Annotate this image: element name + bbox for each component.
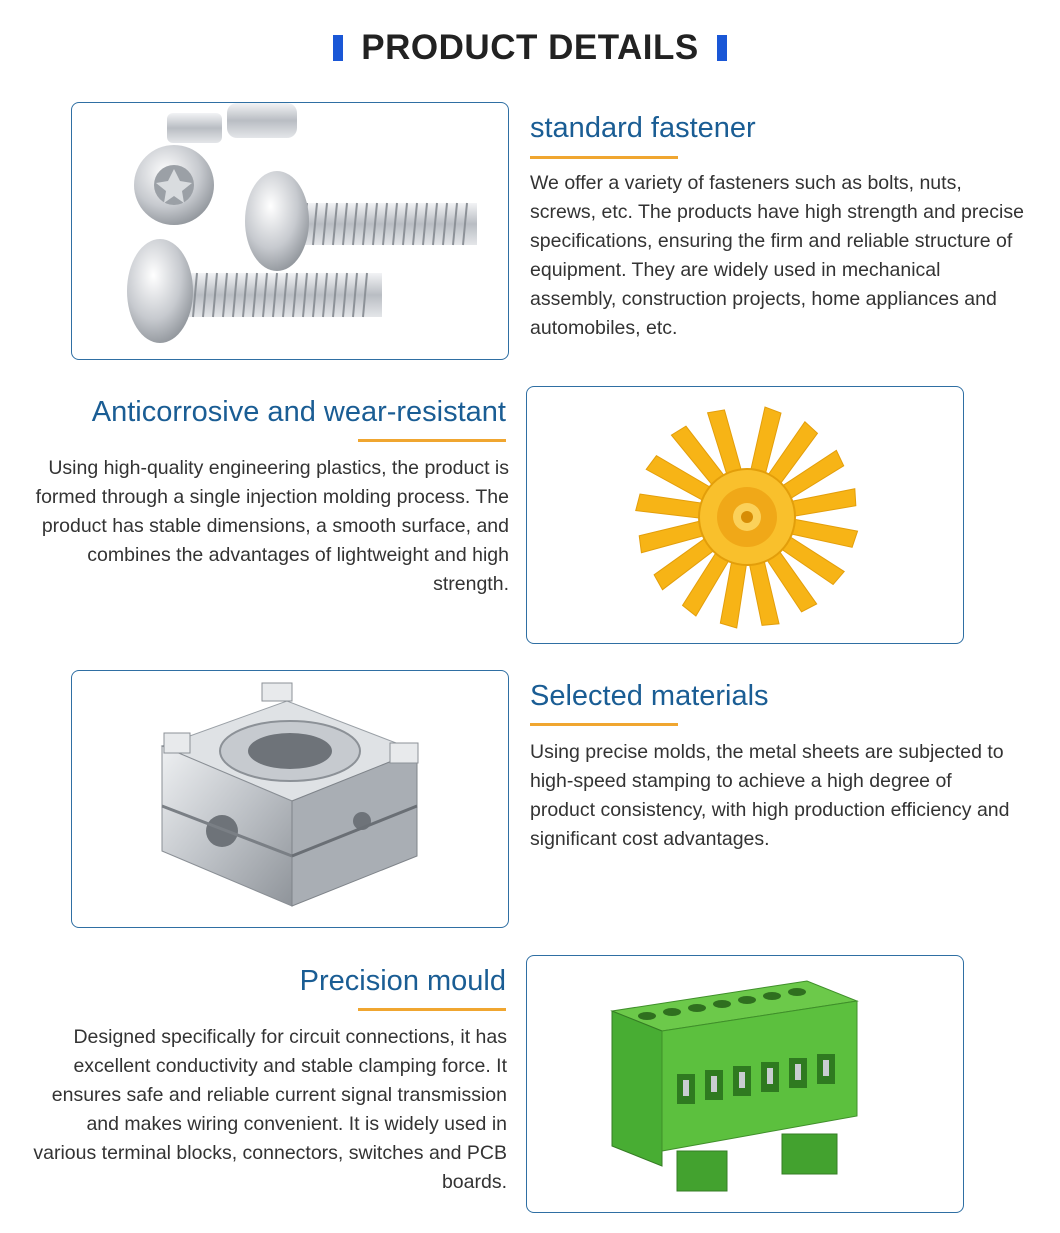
- bolts-image: [71, 102, 509, 360]
- section-1-underline: [530, 156, 678, 159]
- metal-block-image: [71, 670, 509, 928]
- section-2-title: Anticorrosive and wear-resistant: [91, 396, 506, 428]
- page-header: [0, 28, 1060, 68]
- header-right-bar: [717, 35, 727, 61]
- section-4-title: Precision mould: [299, 965, 506, 997]
- section-2-underline: [358, 439, 506, 442]
- page-title: PRODUCT DETAILS: [361, 28, 699, 67]
- section-4-underline: [358, 1008, 506, 1011]
- section-3-title: Selected materials: [530, 680, 769, 712]
- section-3-underline: [530, 723, 678, 726]
- fan-impeller-image: [526, 386, 964, 644]
- section-3-description: Using precise molds, the metal sheets are subjected to high-speed stamping to achieve a high degree of product consistency, with high production efficiency and significant cost advantages.: [530, 741, 1010, 850]
- section-4-description: Designed specifically for circuit connections, it has excellent conductivity and stable clamping force. It ensures safe and reliable current signal transmission and makes wiring convenient. It is widely used in various terminal blocks, connectors, switches and PCB boards.: [33, 1026, 507, 1193]
- header-left-bar: [333, 35, 343, 61]
- section-2-description: Using high-quality engineering plastics, the product is formed through a single injection molding process. The product has stable dimensions, a smooth surface, and combines the advantages of lightweight and high strength.: [35, 457, 509, 595]
- terminal-block-image: [526, 955, 964, 1213]
- section-1-description: We offer a variety of fasteners such as bolts, nuts, screws, etc. The products have high strength and precise specifications, ensuring the firm and reliable structure of equipment. They are widely used in mechanical assembly, construction projects, home appliances and automobiles, etc.: [530, 172, 1024, 339]
- section-1-title: standard fastener: [530, 112, 756, 144]
